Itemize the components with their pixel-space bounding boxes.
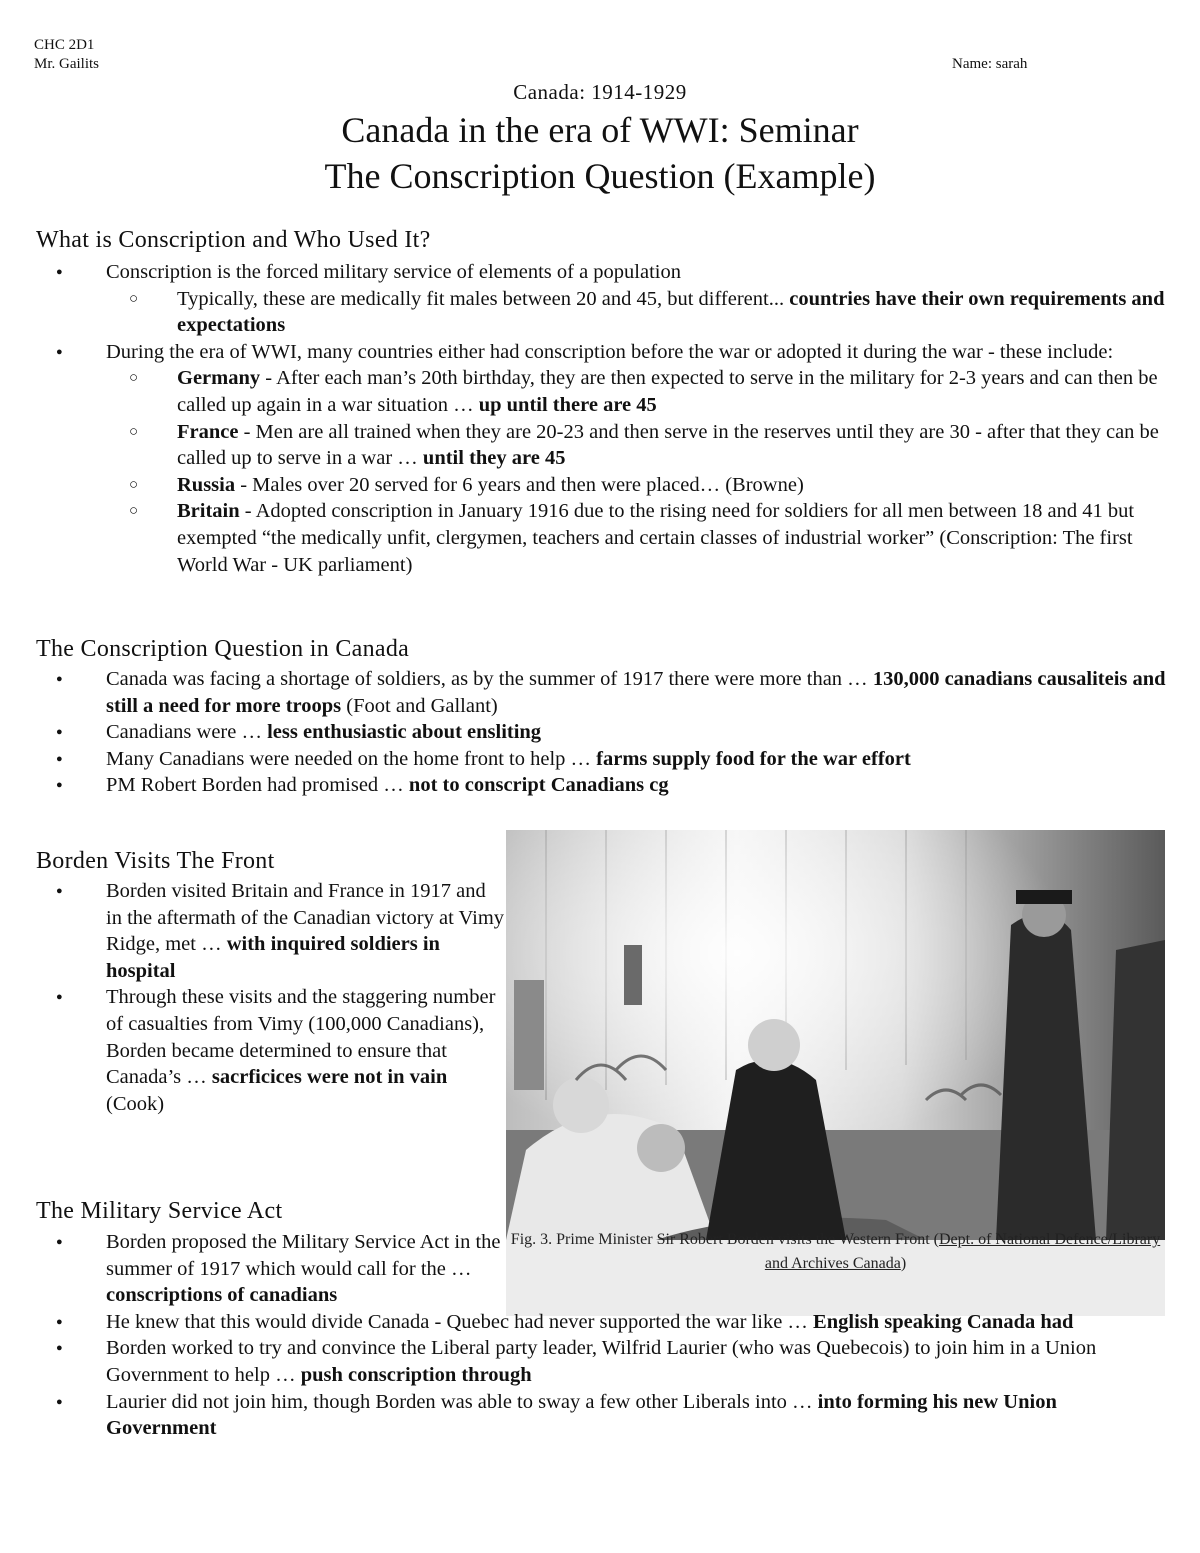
list-item-france: ○ France - Men are all trained when they are 20-23 and then serve in the reserves until they are 30 - after that they can be called up to serve in a war … until they are 45 — [177, 419, 1166, 472]
section1-list — [106, 259, 1166, 578]
student-name: Name: sarah — [952, 56, 1028, 72]
course-info — [34, 36, 99, 74]
sub-list — [177, 365, 1166, 578]
course-code: CHC 2D1 — [34, 37, 95, 53]
list-item: ● Borden visited Britain and France in 1917 and in the aftermath of the Canadian victory at Vimy Ridge, met … with inquired soldiers in hospital — [106, 878, 506, 984]
section2-list — [106, 666, 1166, 799]
list-item: ● Canadians were … less enthusiastic about ensliting — [106, 719, 1166, 746]
photo-illustration — [506, 830, 1165, 1240]
list-item: ● He knew that this would divide Canada - Quebec had never supported the war like … English speaking Canada had — [106, 1309, 1166, 1336]
section-heading-conscription: What is Conscription and Who Used It? — [36, 227, 431, 253]
list-item: ● During the era of WWI, many countries either had conscription before the war or adopted it during the war - these include: ○ Germany - After each man’s 20th birthday, they are then expected to serve in the military for 2-3 years and can then be called up again in a war situation … up until there are 45 ○ France - Men are all trained when they are 20-23 and then serve in the reserves until they are 30 - after that they can be called up to serve in a war … until they are 45 ○ Russia - Males over 20 served for 6 years and then were placed… (Browne) ○ Britain - Adopted conscription in January 1916 due to the rising need for soldiers for all men between 18 and 41 but exempted “the medically unfit, clergymen, teachers and certain classes of industrial worker” (Conscription: The first World War - UK parliament) — [106, 339, 1166, 578]
list-item: ● PM Robert Borden had promised … not to conscript Canadians cg — [106, 772, 1166, 799]
list-item: ● Borden proposed the Military Service Act in the summer of 1917 which would call for the … conscriptions of canadians — [106, 1229, 506, 1309]
page-title — [0, 107, 1200, 199]
title-line-2: The Conscription Question (Example) — [324, 156, 876, 196]
section3-list — [106, 878, 506, 1117]
list-item-germany: ○ Germany - After each man’s 20th birthday, they are then expected to serve in the military for 2-3 years and can then be called up again in a war situation … up until there are 45 — [177, 365, 1166, 418]
source-link[interactable]: Dept. of National Defence/Library and Archives Canada — [764, 1231, 1161, 1272]
list-item-britain: ○ Britain - Adopted conscription in January 1916 due to the rising need for soldiers for all men between 18 and 41 but exempted “the medically unfit, clergymen, teachers and certain classes of industrial worker” (Conscription: The first World War - UK parliament) — [177, 498, 1166, 578]
title-line-1: Canada in the era of WWI: Seminar — [341, 110, 859, 150]
list-item-russia: ○ Russia - Males over 20 served for 6 years and then were placed… (Browne) — [177, 472, 1166, 499]
sub-list — [177, 286, 1166, 339]
figure-caption: Fig. 3. Prime Minister Sir Robert Borden visits the Western Front (Dept. of National Defence/Library and Archives Canada) — [510, 1231, 1161, 1272]
section-heading-borden-front: Borden Visits The Front — [36, 848, 275, 874]
section4-list — [106, 1229, 1166, 1442]
teacher-name: Mr. Gailits — [34, 56, 100, 72]
list-item: ● Borden worked to try and convince the Liberal party leader, Wilfrid Laurier (who was Quebecois) to join him in a Union Government to help … push conscription through — [106, 1335, 1166, 1388]
list-item: ● Many Canadians were needed on the home front to help … farms supply food for the war effort — [106, 746, 1166, 773]
list-item: ● Canada was facing a shortage of soldiers, as by the summer of 1917 there were more than … 130,000 canadians causaliteis and still a need for more troops (Foot and Gallant) — [106, 666, 1166, 719]
hospital-photo — [506, 830, 1165, 1240]
list-item: ● Laurier did not join him, though Borden was able to sway a few other Liberals into … into forming his new Union Government — [106, 1389, 1166, 1442]
section-heading-canada: The Conscription Question in Canada — [36, 636, 410, 662]
unit-subtitle: Canada: 1914-1929 — [513, 80, 687, 104]
section-heading-military-service-act: The Military Service Act — [36, 1198, 283, 1224]
list-item: ○ Typically, these are medically fit males between 20 and 45, but different... countries have their own requirements and expectations — [177, 286, 1166, 339]
list-item: ● Conscription is the forced military service of elements of a population ○ Typically, these are medically fit males between 20 and 45, but different... countries have their own requirements and expectations — [106, 259, 1166, 339]
list-item: ● Through these visits and the staggering number of casualties from Vimy (100,000 Canadians), Borden became determined to ensure that Canada’s … sacrficices were not in vain (Cook) — [106, 984, 506, 1117]
